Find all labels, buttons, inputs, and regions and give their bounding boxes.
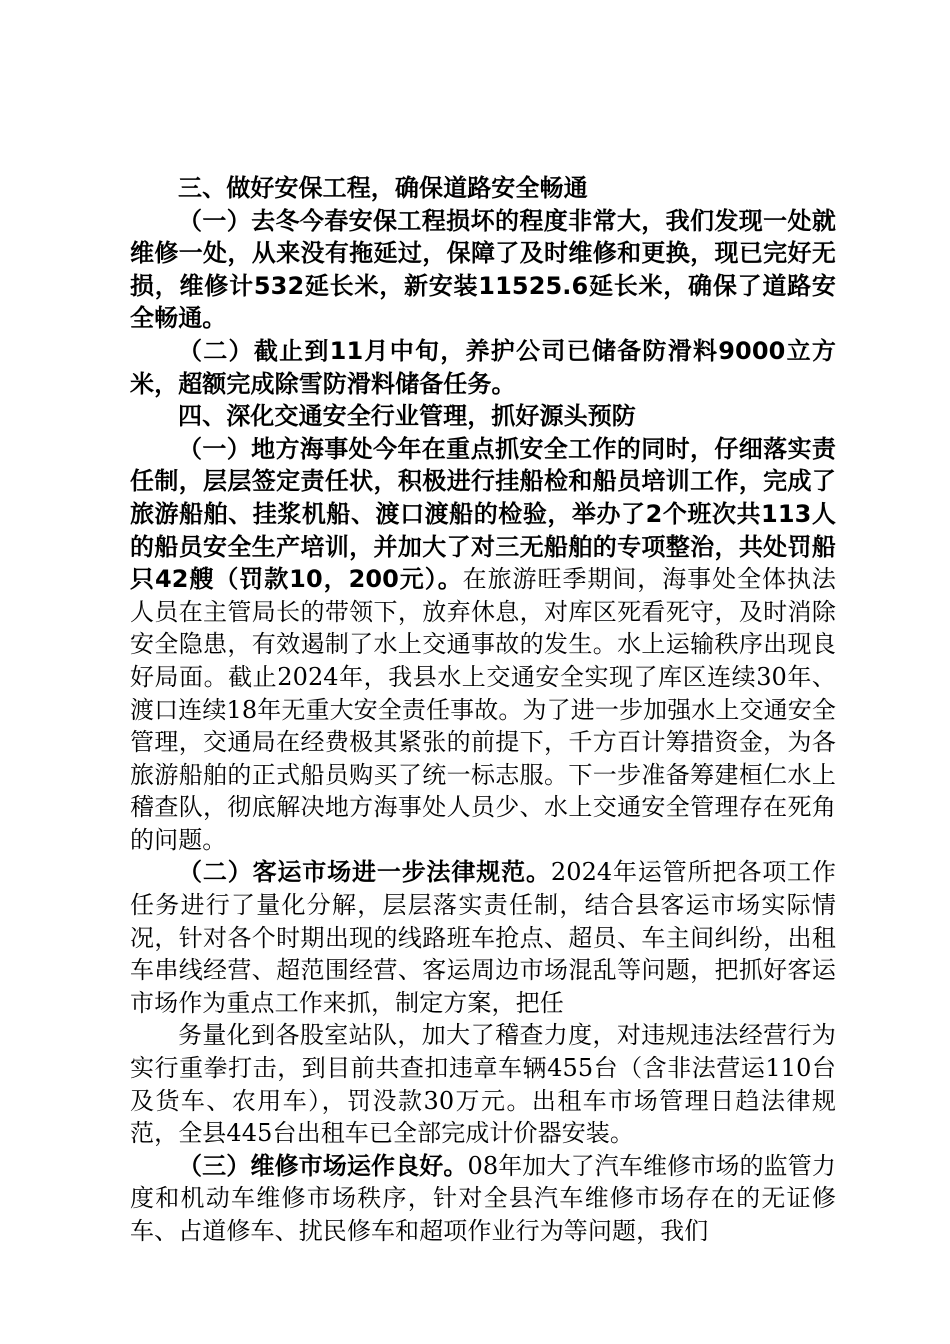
section-heading-4: 四、深化交通安全行业管理，抓好源头预防 — [178, 402, 636, 431]
paragraph-maritime-body: 在旅游旺季期间，海事处全体执法人员在主管局长的带领下，放弃休息，对库区死看死守，及时消除安全隐患，有效遏制了水上交通事故的发生。水上运输秩序出现良好局面。截止2024年，我县水上交通安全实现了库区连续30年、渡口连续18年无重大安全责任事故。为了进一步加强水上交通安全管理，交通局在经费极其紧张的前提下，千方百计筹措资金，为各旅游船舶的正式船员购买了统一标志服。下一步准备筹建桓仁水上稽查队，彻底解决地方海事处人员少、水上交通安全管理存在死角的问题。 — [130, 565, 837, 854]
paragraph-passenger-market-heading: （二）客运市场进一步法律规范。 — [178, 858, 551, 887]
paragraph-repair-market — [130, 1150, 836, 1248]
paragraph-repair-market-body: 08年加大了汽车维修市场的监管力度和机动车维修市场秩序，针对全县汽车维修市场存在的无证修车、占道修车、扰民修车和超项作业行为等问题，我们 — [130, 1151, 837, 1245]
section-heading-3: 三、做好安保工程，确保道路安全畅通 — [178, 174, 588, 202]
paragraph-maritime-lead: （一）地方海事处今年在重点抓安全工作的同时，仔细落实责任制，层层签定责任状，积极进行挂船检和船员培训工作，完成了旅游船舶、挂浆机船、渡口渡船的检验，举办了2个班次共113人的船员安全生产培训，并加大了对三无船舶的专项整治，共处罚船只42艘（罚款10，200元）。 — [130, 434, 836, 594]
document-body — [130, 172, 836, 1248]
paragraph-repair-market-heading: （三）维修市场运作良好。 — [178, 1151, 468, 1180]
paragraph-passenger-market-body: 2024年运管所把各项工作任务进行了量化分解，层层落实责任制，结合县客运市场实际情况，针对各个时期出现的线路班车抢点、超员、车主间纠纷，出租车串线经营、超范围经营、客运周边市场混乱等问题，把抓好客运市场作为重点工作来抓，制定方案，把任 — [130, 858, 836, 1017]
paragraph-antiskid-material: （二）截止到11月中旬，养护公司已储备防滑料9000立方米，超额完成除雪防滑料储备任务。 — [130, 336, 836, 398]
paragraph-passenger-market — [130, 856, 836, 1019]
paragraph-safety-works: （一）去冬今春安保工程损坏的程度非常大，我们发现一处就维修一处，从来没有拖延过，保障了及时维修和更换，现已完好无损，维修计532延长米，新安装11525.6延长米，确保了道路安全畅通。 — [130, 206, 836, 333]
paragraph-maritime — [130, 433, 836, 857]
paragraph-enforcement: 务量化到各股室站队，加大了稽查力度，对违规违法经营行为实行重拳打击，到目前共查扣违章车辆455台（含非法营运110台及货车、农用车），罚没款30万元。出租车市场管理日趋法律规范，全县445台出租车已全部完成计价器安装。 — [130, 1021, 836, 1148]
